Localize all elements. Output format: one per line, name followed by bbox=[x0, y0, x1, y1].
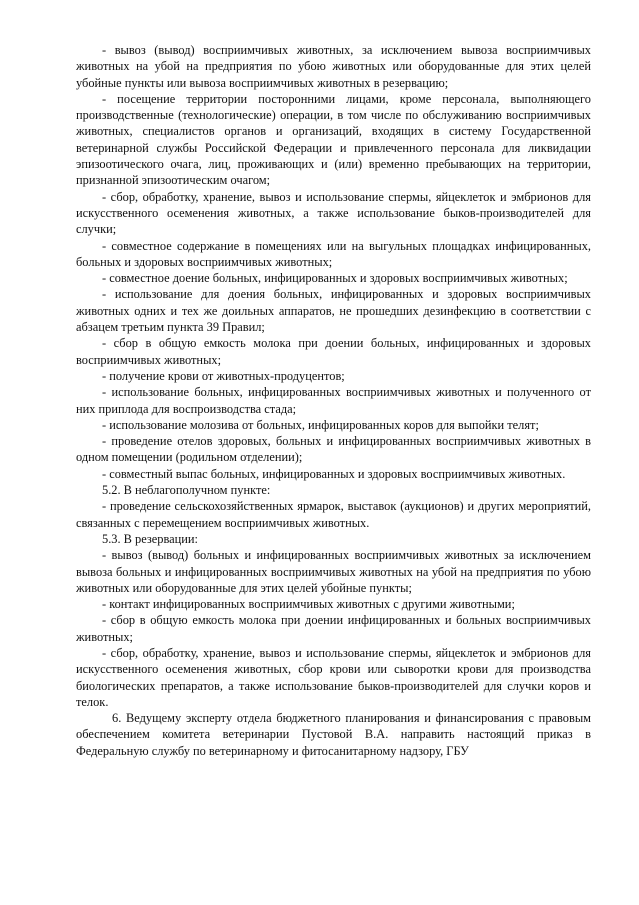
ban-item-fairs: - проведение сельскохозяйственных ярмарок, выставок (аукционов) и других мероприятий, связанных с перемещением восприимчивых животных. bbox=[76, 499, 591, 530]
reservation-item-semen: - сбор, обработку, хранение, вывоз и использование спермы, яйцеклеток и эмбрионов для искусственного осеменения животных, сбор крови или сыворотки крови для производства биологических препаратов, а также использование быков-производителей для случки коров и телок. bbox=[76, 645, 591, 709]
ban-item-milk-collection: - сбор в общую емкость молока при доении больных, инфицированных и здоровых восприимчивых животных; bbox=[76, 336, 591, 367]
ban-item-semen: - сбор, обработку, хранение, вывоз и использование спермы, яйцеклеток и эмбрионов для искусственного осеменения животных, а также использование быков-производителей для случки; bbox=[76, 189, 591, 237]
ban-item-colostrum: - использование молозива от больных, инфицированных коров для выпойки телят; bbox=[102, 417, 539, 432]
ban-item-breeding: - использование больных, инфицированных восприимчивых животных и полученного от них приплода для воспроизводства стада; bbox=[76, 385, 591, 416]
ban-item-removal: - вывоз (вывод) восприимчивых животных, за исключением вывоза восприимчивых животных на убой на предприятия по убою животных или оборудованные для этих целей убойные пункты или вывоза восприимчивых животных в резервацию; bbox=[76, 43, 591, 90]
ban-item-visitors: - посещение территории посторонними лицами, кроме персонала, выполняющего производственные (технологические) операции, в том числе по обслуживанию восприимчивых животных, специалистов органов и организаций, входящих в систему Государственной ветеринарной службы Российской Федерации и привлеченного персонала для ликвидации эпизоотического очага, лиц, проживающих и (или) временно пребывающих на территории, признанной эпизоотическим очагом; bbox=[76, 91, 591, 188]
reservation-item-removal: - вывоз (вывод) больных и инфицированных восприимчивых животных за исключением вывоза больных и инфицированных восприимчивых животных на убой на предприятия по убою животных или оборудованные для этих целей убойные пункты; bbox=[76, 548, 591, 595]
section-6-paragraph: 6. Ведущему эксперту отдела бюджетного планирования и финансирования с правовым обеспечением комитета ветеринарии Пустовой В.А. направить настоящий приказ в Федеральную службу по ветеринарному и фитосанитарному надзору, ГБУ bbox=[76, 711, 591, 758]
ban-item-blood: - получение крови от животных-продуцентов; bbox=[102, 368, 345, 383]
ban-item-joint-milking: - совместное доение больных, инфицированных и здоровых восприимчивых животных; bbox=[102, 271, 568, 286]
document-page bbox=[76, 42, 591, 759]
reservation-item-milk: - сбор в общую емкость молока при доении инфицированных и больных восприимчивых животных; bbox=[76, 613, 591, 644]
ban-item-grazing: - совместный выпас больных, инфицированных и здоровых восприимчивых животных. bbox=[102, 466, 566, 481]
ban-item-joint-keeping: - совместное содержание в помещениях или на выгульных площадках инфицированных, больных и здоровых восприимчивых животных; bbox=[76, 238, 591, 269]
reservation-item-contact: - контакт инфицированных восприимчивых животных с другими животными; bbox=[102, 597, 515, 612]
ban-item-calving: - проведение отелов здоровых, больных и инфицированных восприимчивых животных в одном помещении (родильном отделении); bbox=[76, 434, 591, 465]
ban-item-milking-machines: - использование для доения больных, инфицированных и здоровых восприимчивых животных одних и тех же доильных аппаратов, не прошедших дезинфекцию в соответствии с абзацем третьим пункта 39 Правил; bbox=[76, 287, 591, 335]
section-5-3-heading: 5.3. В резервации: bbox=[102, 531, 199, 546]
section-5-2-heading: 5.2. В неблагополучном пункте: bbox=[102, 483, 271, 498]
